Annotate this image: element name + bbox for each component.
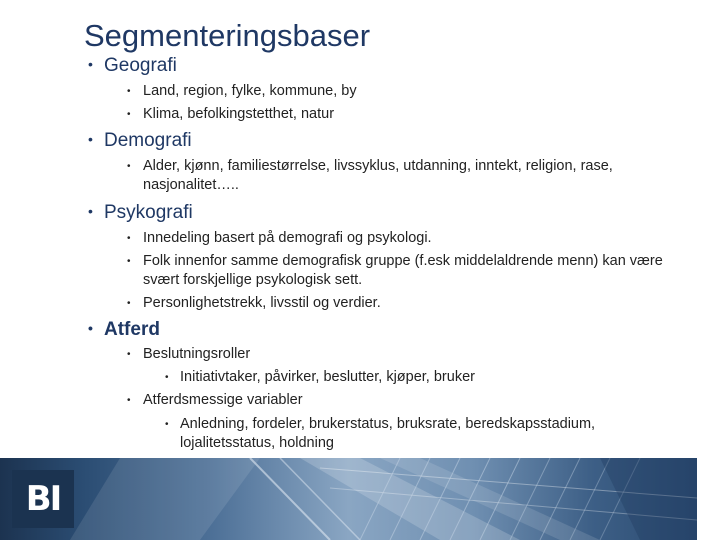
section-heading-demografi: • Demografi bbox=[88, 130, 192, 151]
list-item-text: Klima, befolkingstetthet, natur bbox=[143, 106, 335, 122]
bullet: • bbox=[88, 203, 93, 219]
sub-list-item bbox=[165, 415, 655, 453]
bullet: • bbox=[165, 419, 169, 430]
bullet: • bbox=[127, 256, 131, 267]
list-item bbox=[127, 105, 667, 124]
list-item bbox=[127, 391, 667, 410]
bullet: • bbox=[127, 298, 131, 309]
list-item-text: Folk innenfor samme demografisk gruppe (f.esk middelaldrende menn) kan være svært forskjellige psykologisk sett. bbox=[143, 253, 663, 288]
list-item-text: Beslutningsroller bbox=[143, 346, 251, 362]
bullet: • bbox=[88, 131, 93, 147]
list-item bbox=[127, 252, 687, 290]
sub-list-item-text: Anledning, fordeler, brukerstatus, bruksrate, beredskapsstadium, lojalitetsstatus, holdning bbox=[180, 416, 596, 451]
bullet: • bbox=[127, 86, 131, 97]
list-item-text: Personlighetstrekk, livsstil og verdier. bbox=[143, 295, 381, 311]
bullet: • bbox=[127, 349, 131, 360]
list-item bbox=[127, 294, 687, 313]
bullet: • bbox=[127, 233, 131, 244]
list-item bbox=[127, 157, 672, 195]
bullet: • bbox=[88, 56, 93, 72]
list-item-text: Atferdsmessige variabler bbox=[143, 392, 303, 408]
section-heading-geografi: • Geografi bbox=[88, 55, 177, 76]
list-item bbox=[127, 82, 667, 101]
bullet: • bbox=[165, 372, 169, 383]
bi-logo: BI bbox=[12, 470, 74, 528]
list-item bbox=[127, 229, 687, 248]
list-item-text: Alder, kjønn, familiestørrelse, livssyklus, utdanning, inntekt, religion, rase, nasjonalitet….. bbox=[143, 158, 613, 193]
footer-architecture-graphic bbox=[0, 458, 697, 540]
bullet: • bbox=[127, 109, 131, 120]
sub-list-item-text: Initiativtaker, påvirker, beslutter, kjøper, bruker bbox=[180, 369, 475, 385]
section-heading-psykografi: • Psykografi bbox=[88, 202, 193, 223]
bullet: • bbox=[88, 320, 93, 336]
slide-title: Segmenteringsbaser bbox=[84, 18, 371, 53]
sub-list-item bbox=[165, 368, 665, 387]
list-item bbox=[127, 345, 667, 364]
list-item-text: Innedeling basert på demografi og psykologi. bbox=[143, 230, 432, 246]
bullet: • bbox=[127, 395, 131, 406]
section-heading-atferd: • Atferd bbox=[88, 319, 160, 340]
footer-banner bbox=[0, 458, 697, 540]
bullet: • bbox=[127, 161, 131, 172]
list-item-text: Land, region, fylke, kommune, by bbox=[143, 83, 357, 99]
